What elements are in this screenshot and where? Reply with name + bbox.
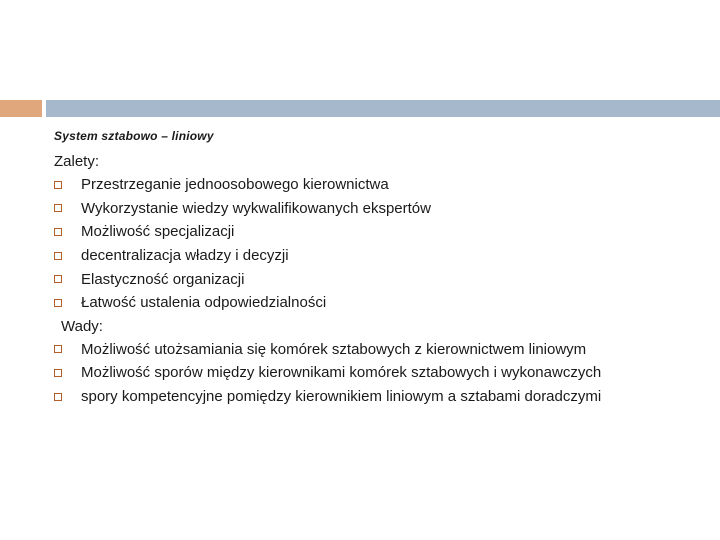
square-bullet-icon (54, 345, 62, 353)
list-item-text: Możliwość utożsamiania się komórek sztabowych z kierownictwem liniowym (81, 340, 587, 358)
list-item (54, 197, 704, 221)
list-item (54, 385, 704, 409)
list-item-text: Wykorzystanie wiedzy wykwalifikowanych ekspertów (81, 199, 431, 217)
list-item (54, 267, 704, 291)
square-bullet-icon (54, 369, 62, 377)
square-bullet-icon (54, 181, 62, 189)
list-item-text: Możliwość sporów między kierownikami komórek sztabowych i wykonawczych (81, 364, 602, 382)
wady-heading: Wady: (61, 317, 103, 335)
wady-list (54, 338, 704, 409)
header-bar (46, 100, 720, 117)
list-item-text: Elastyczność organizacji (81, 270, 245, 288)
square-bullet-icon (54, 204, 62, 212)
list-item (54, 361, 704, 385)
header-accent-bar (0, 100, 42, 117)
list-item (54, 338, 704, 362)
list-item-text: decentralizacja władzy i decyzji (81, 247, 289, 265)
list-item-text: Łatwość ustalenia odpowiedzialności (81, 294, 327, 312)
zalety-list (54, 173, 704, 315)
list-item-text: spory kompetencyjne pomiędzy kierownikiem liniowym a sztabami doradczymi (81, 388, 602, 406)
zalety-heading: Zalety: (54, 153, 100, 170)
square-bullet-icon (54, 299, 62, 307)
square-bullet-icon (54, 228, 62, 236)
list-item-text: Możliwość specjalizacji (81, 223, 235, 241)
square-bullet-icon (54, 393, 62, 401)
list-item-text: Przestrzeganie jednoosobowego kierownictwa (81, 176, 389, 194)
square-bullet-icon (54, 252, 62, 260)
list-item (54, 244, 704, 268)
square-bullet-icon (54, 275, 62, 283)
slide-title: System sztabowo – liniowy (54, 129, 214, 143)
list-item (54, 291, 704, 315)
list-item (54, 173, 704, 197)
list-item (54, 220, 704, 244)
slide-content (54, 128, 704, 408)
